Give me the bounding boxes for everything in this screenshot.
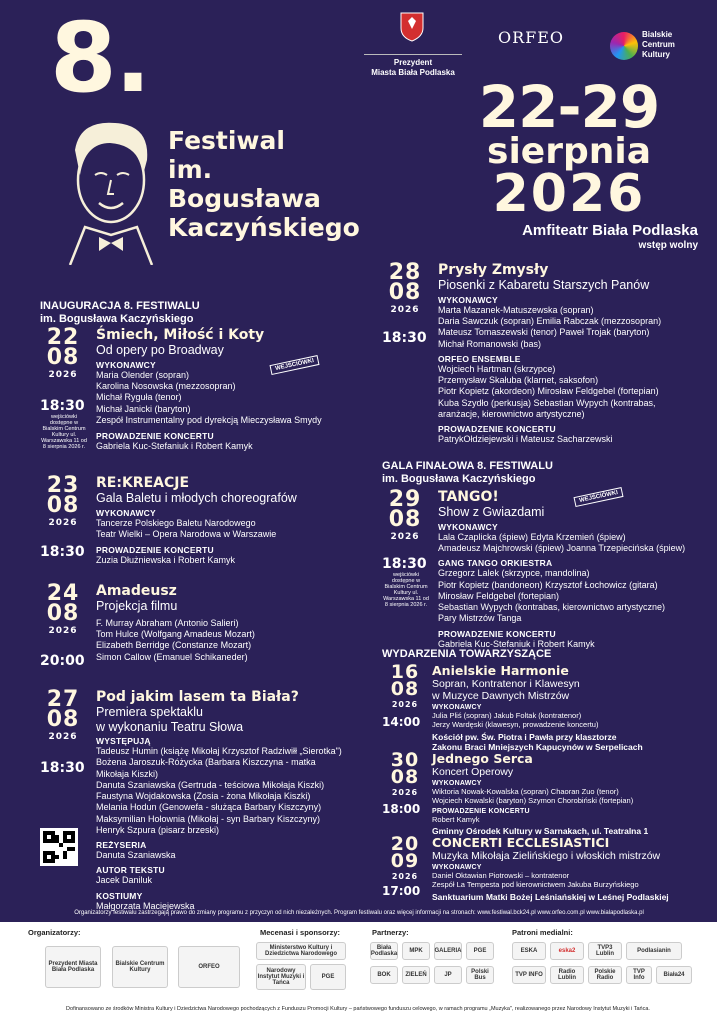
media-logo: eska2 xyxy=(550,942,584,960)
bck-logo xyxy=(610,28,700,68)
side-event-3-month: 09 xyxy=(390,850,420,873)
side-event-2-hosts: Robert Kamyk xyxy=(432,814,480,824)
side-event-1-subtitle1: Sopran, Kontratenor i Klawesyn xyxy=(432,677,580,690)
event-3-time: 20:00 xyxy=(40,653,85,669)
event-1-subtitle: Od opery po Broadway xyxy=(96,343,224,358)
event-1-date xyxy=(40,325,86,380)
partner-logo: PGE xyxy=(466,942,494,960)
media-logo: TVP Info xyxy=(626,966,652,984)
event-3-title: Amadeusz xyxy=(96,583,177,599)
event-6-year: 2026 xyxy=(390,531,420,542)
side-event-2-day: 30 xyxy=(390,749,420,771)
event-5-hosts: PatrykOłdziejewski i Mateusz Sacharzewski xyxy=(438,434,613,445)
event-6-title: TANGO! xyxy=(438,489,499,505)
side-event-1-month: 08 xyxy=(390,678,420,701)
media-logo: Radio Lublin xyxy=(550,966,584,984)
event-4-year: 2026 xyxy=(48,731,78,742)
festival-month: sierpnia xyxy=(487,131,651,172)
event-5-time: 18:30 xyxy=(382,330,427,346)
footer-organizers-label: Organizatorzy: xyxy=(28,928,81,937)
side-events-heading: WYDARZENIA TOWARZYSZĄCE xyxy=(382,648,552,660)
event-1-performer: Michał Ryguła (tenor) xyxy=(96,392,182,403)
patron-line1: Prezydent xyxy=(393,58,433,67)
side-event-2-info xyxy=(432,752,707,837)
side-event-1-info xyxy=(432,664,707,753)
event-1-year: 2026 xyxy=(48,369,78,380)
media-logo: ESKA xyxy=(512,942,546,960)
side-event-3-subtitle: Muzyka Mikołaja Zielińskiego i włoskich mistrzów xyxy=(432,849,661,862)
event-6-orchestra-member: Pary Mistrzów Tanga xyxy=(438,613,522,624)
event-5-month: 08 xyxy=(388,279,422,305)
event-2-label-hosts: PROWADZENIE KONCERTU xyxy=(96,545,214,556)
side-event-1-year: 2026 xyxy=(391,700,419,710)
festival-venue: Amfiteatr Biała Podlaska xyxy=(522,222,698,239)
sponsor-logo: Ministerstwo Kultury i Dziedzictwa Narodowego xyxy=(256,942,346,960)
side-event-1-place: Zakonu Braci Mniejszych Kapucynów w Serpelicach xyxy=(432,742,643,753)
side-event-2-performer: Wojciech Kowalski (baryton) Szymon Chorobiński (fortepian) xyxy=(432,796,634,806)
event-5-performer: Michał Romanowski (bas) xyxy=(438,338,542,349)
media-logo: TVP INFO xyxy=(512,966,546,984)
event-6-time: 18:30 xyxy=(382,556,427,572)
funding-note: Dofinansowano ze środków Ministra Kultury i Dziedzictwa Narodowego pochodzących z Funduszu Promocji Kultury – państwowego funduszu celowego, w ramach programu „Muzyka", realizowanego przez Narodowy Instytut Muzyki i Tańca. xyxy=(66,1006,650,1012)
event-4-subtitle1: Premiera spektaklu xyxy=(96,705,203,720)
partner-logo: JP xyxy=(434,966,462,984)
org-logo-bck: Bialskie Centrum Kultury xyxy=(112,946,168,988)
event-3-date xyxy=(40,581,86,636)
event-6-orchestra-member: Mirosław Feldgebel (fortepian) xyxy=(438,590,560,601)
event-6-label-performers: WYKONAWCY xyxy=(438,521,498,532)
event-2-year: 2026 xyxy=(48,517,78,528)
footer-sponsors-label: Mecenasi i sponsorzy: xyxy=(260,928,341,937)
event-1-performer: Michał Janicki (baryton) xyxy=(96,403,191,414)
event-4-cast-item: Melania Hodun (Genowefa - służąca Barbary Kiszczyny) xyxy=(96,802,322,813)
event-5-performer: Mateusz Tomaszewski (tenor) Paweł Trojak (baryton) xyxy=(438,327,650,338)
side-event-2-label-hosts: PROWADZENIE KONCERTU xyxy=(432,807,530,815)
patron-divider xyxy=(364,54,462,55)
side-event-2-date xyxy=(382,749,428,798)
side-event-3-year: 2026 xyxy=(391,872,419,882)
sponsor-logo: PGE xyxy=(310,964,346,990)
gala-heading-line2: im. Bogusława Kaczyńskiego xyxy=(382,473,536,485)
event-4-title: Pod jakim lasem ta Biała? xyxy=(96,689,299,705)
event-3-cast-item: Tom Hulce (Wolfgang Amadeus Mozart) xyxy=(96,629,255,640)
event-6-performer: Amadeusz Majchrowski (śpiew) Joanna Trzepiecińska (śpiew) xyxy=(438,543,686,554)
event-4-cast-item: Mikołaja Kiszki) xyxy=(96,768,159,779)
festival-title-line2: im. xyxy=(168,155,213,184)
event-3-info xyxy=(96,584,356,663)
event-5-day: 28 xyxy=(388,260,422,285)
event-1-performer: Maria Olender (sopran) xyxy=(96,369,190,380)
event-6-label-hosts: PROWADZENIE KONCERTU xyxy=(438,628,556,639)
side-event-3-performer: Zespół La Tempesta pod kierownictwem Jakuba Burzyńskiego xyxy=(432,880,639,890)
event-6-performer: Lala Czaplicka (śpiew) Edyta Krzemień (śpiew) xyxy=(438,531,626,542)
event-1-day: 22 xyxy=(46,325,80,350)
event-1-label-performers: WYKONAWCY xyxy=(96,359,156,370)
partner-logo: MPK xyxy=(402,942,430,960)
festival-title-line4: Kaczyńskiego xyxy=(168,213,360,242)
event-4-cast-item: Tadeusz Humin (książę Mikołaj Krzysztof Radziwiłł „Sierotka") xyxy=(96,746,342,757)
event-4-cast-item: Danuta Szaniawska (Gertruda - teściowa Mikołaja Kiszki) xyxy=(96,779,325,790)
event-1-month: 08 xyxy=(46,344,80,370)
event-4-label-costumes: KOSTIUMY xyxy=(96,890,143,901)
event-5-ensemble-member: Piotr Kopietz (akordeon) Mirosław Feldgebel (fortepian) xyxy=(438,386,659,397)
side-event-1-label-performers: WYKONAWCY xyxy=(432,703,482,711)
event-6-info xyxy=(438,490,710,650)
event-6-month: 08 xyxy=(388,506,422,532)
partner-logo: GALERIA xyxy=(434,942,462,960)
qr-code[interactable] xyxy=(40,828,78,866)
event-4-date xyxy=(40,687,86,742)
event-5-label-ensemble: ORFEO ENSEMBLE xyxy=(438,353,521,364)
side-event-3-title: CONCERTI ECCLESIASTICI xyxy=(432,835,610,850)
event-3-month: 08 xyxy=(46,600,80,626)
event-1-ticket-note: wejściówki dostępne w Bialskim Centrum Kultury ul. Warszawska 11 od 8 sierpnia 2026 r. xyxy=(41,414,87,451)
event-4-director: Danuta Szaniawska xyxy=(96,850,176,861)
event-6-hosts: Gabriela Kuc-Stefaniuk i Robert Kamyk xyxy=(438,638,595,649)
event-4-label-director: REŻYSERIA xyxy=(96,840,147,851)
orfeo-logo xyxy=(496,28,566,47)
partner-logo: Polski Bus xyxy=(466,966,494,984)
event-2-title: RE:KREACJE xyxy=(96,475,190,491)
event-5-ensemble-member: Wojciech Hartman (skrzypce) xyxy=(438,363,556,374)
festival-year: 2026 xyxy=(492,164,646,224)
media-logo: TVP3 Lublin xyxy=(588,942,622,960)
disclaimer: Organizatorzy festiwalu zastrzegają prawo do zmiany programu z przyczyn od nich niezależnych. Program festiwalu oraz więcej informacji na stronach: www.festiwal.bck24.pl www.orfeo.com.pl www.bialapodlaska.pl xyxy=(74,910,644,916)
event-5-label-hosts: PROWADZENIE KONCERTU xyxy=(438,424,556,435)
event-5-performer: Marta Mazanek-Matuszewska (sopran) xyxy=(438,304,594,315)
event-6-orchestra-member: Grzegorz Lalek (skrzypce, mandolina) xyxy=(438,568,590,579)
side-event-2-label-performers: WYKONAWCY xyxy=(432,779,482,787)
bck-spiral-icon xyxy=(610,32,638,60)
event-4-day: 27 xyxy=(46,687,80,712)
event-2-info xyxy=(96,476,356,567)
side-event-1-time: 14:00 xyxy=(382,715,421,729)
side-event-3-label-performers: WYKONAWCY xyxy=(432,863,482,871)
event-6-orchestra-member: Sebastian Wypych (kontrabas, kierownictwo artystyczne) xyxy=(438,602,666,613)
event-6-day: 29 xyxy=(388,487,422,512)
event-5-year: 2026 xyxy=(390,304,420,315)
side-event-3-date xyxy=(382,833,428,882)
org-logo-orfeo: ORFEO xyxy=(178,946,240,988)
edition-number: 8. xyxy=(50,2,150,114)
event-4-author: Jacek Daniluk xyxy=(96,875,153,886)
footer-partners-label: Partnerzy: xyxy=(372,928,409,937)
footer-media-label: Patroni medialni: xyxy=(512,928,573,937)
side-event-1-place: Kościół pw. Św. Piotra i Pawła przy klasztorze xyxy=(432,731,617,742)
event-6-label-orchestra: GANG TANGO ORKIESTRA xyxy=(438,558,553,569)
event-5-performer: Daria Sawczuk (sopran) Emilia Rabczak (mezzosopran) xyxy=(438,316,662,327)
side-event-3-time: 17:00 xyxy=(382,884,421,898)
media-logo: Biała24 xyxy=(656,966,692,984)
bck-logo-line3: Kultury xyxy=(642,50,670,59)
partner-logo: ZIELEŃ xyxy=(402,966,430,984)
sponsor-logo: Narodowy Instytut Muzyki i Tańca xyxy=(256,964,306,990)
event-4-month: 08 xyxy=(46,706,80,732)
side-event-1-subtitle2: w Muzyce Dawnych Mistrzów xyxy=(432,689,570,702)
event-1-performer: Zespół Instrumentalny pod dyrekcją Mieczysława Smydy xyxy=(96,414,322,425)
event-1-title: Śmiech, Miłość i Koty xyxy=(96,327,265,343)
event-1-ticket-badge: WEJŚCIÓWKI xyxy=(269,355,319,375)
event-1-label-hosts: PROWADZENIE KONCERTU xyxy=(96,431,214,442)
orfeo-logo-text: ORFEO xyxy=(497,28,565,47)
event-6-subtitle: Show z Gwiazdami xyxy=(438,505,545,520)
event-5-subtitle: Piosenki z Kabaretu Starszych Panów xyxy=(438,278,650,293)
event-2-month: 08 xyxy=(46,492,80,518)
side-event-1-day: 16 xyxy=(390,661,420,683)
side-event-3-info xyxy=(432,836,707,902)
event-6-orchestra-member: Piotr Kopietz (bandoneon) Krzysztof Łochowicz (gitara) xyxy=(438,579,658,590)
bck-logo-line1: Bialskie xyxy=(642,30,673,39)
side-event-2-place: Gminny Ośrodek Kultury w Sarnakach, ul. Teatralna 1 xyxy=(432,825,649,836)
inauguration-heading-line1: INAUGURACJA 8. FESTIWALU xyxy=(40,300,200,312)
city-crest-icon xyxy=(400,12,424,42)
event-1-time: 18:30 xyxy=(40,398,85,414)
side-event-2-title: Jednego Serca xyxy=(432,751,533,766)
side-event-1-date xyxy=(382,661,428,710)
event-2-subtitle: Gala Baletu i młodych choreografów xyxy=(96,491,297,506)
event-4-time: 18:30 xyxy=(40,760,85,776)
event-4-cast-item: Maksymilian Hołownia (Mikołaj - syn Barbary Kiszczyny) xyxy=(96,813,321,824)
event-4-subtitle2: w wykonaniu Teatru Słowa xyxy=(96,719,244,734)
event-1-info xyxy=(96,328,346,452)
event-3-cast-item: F. Murray Abraham (Antonio Salieri) xyxy=(96,617,239,628)
event-3-day: 24 xyxy=(46,581,80,606)
side-event-3-place: Sanktuarium Matki Bożej Leśniańskiej w Leśnej Podlaskiej xyxy=(432,891,669,902)
event-5-info xyxy=(438,263,708,445)
event-3-year: 2026 xyxy=(48,625,78,636)
event-1-hosts: Gabriela Kuc-Stefaniuk i Robert Kamyk xyxy=(96,441,253,452)
event-6-ticket-note: wejściówki dostępne w Bialskim Centrum Kultury ul. Warszawska 11 od 8 sierpnia 2026 r. xyxy=(383,572,429,609)
event-5-date xyxy=(382,260,428,315)
event-2-performer: Teatr Wielki – Opera Narodowa w Warszawie xyxy=(96,529,277,540)
partner-logo: BOK xyxy=(370,966,398,984)
side-event-3-day: 20 xyxy=(390,833,420,855)
event-3-cast-item: Simon Callow (Emanuel Schikaneder) xyxy=(96,651,248,662)
festival-title-line1: Festiwal xyxy=(168,126,285,155)
event-4-cast-item: Bożena Jaroszuk-Różycka (Barbara Kiszczyna - matka xyxy=(96,757,316,768)
side-event-2-time: 18:00 xyxy=(382,802,421,816)
festival-dates: 22-29 xyxy=(478,73,660,141)
festival-title-line3: Bogusława xyxy=(168,184,321,213)
event-6-date xyxy=(382,487,428,542)
event-6-ticket-badge: WEJŚCIÓWKI xyxy=(573,487,623,507)
event-4-costumes: Małgorzata Maciejewska xyxy=(96,900,195,911)
event-4-cast-item: Faustyna Wojdakowska (Zosia - żona Mikołaja Kiszki) xyxy=(96,791,311,802)
event-4-cast-item: Henryk Szpura (pisarz brzeski) xyxy=(96,824,220,835)
event-5-label-performers: WYKONAWCY xyxy=(438,294,498,305)
org-logo-president: Prezydent Miasta Biała Podlaska xyxy=(45,946,101,988)
patron-line2: Miasta Biała Podlaska xyxy=(371,68,455,77)
side-event-1-performer: Julia Pliś (sopran) Jakub Foltak (kontratenor) xyxy=(432,710,582,720)
event-2-performer: Tancerze Polskiego Baletu Narodowego xyxy=(96,517,256,528)
event-4-label-author: AUTOR TEKSTU xyxy=(96,865,165,876)
side-event-2-subtitle: Koncert Operowy xyxy=(432,765,514,778)
footer xyxy=(0,922,717,1024)
media-logo: Podlasianin xyxy=(626,942,682,960)
event-5-title: Prysły Zmysły xyxy=(438,262,549,278)
side-event-3-performer: Daniel Oktawian Piotrowski – kontratenor xyxy=(432,870,570,880)
event-2-label-performers: WYKONAWCY xyxy=(96,507,156,518)
event-5-ensemble-member: Kuba Szydło (perkusja) Sebastian Wypych (kontrabas, xyxy=(438,397,656,408)
event-1-performer: Karolina Nosowska (mezzosopran) xyxy=(96,381,236,392)
partner-logo: Biała Podlaska xyxy=(370,942,398,960)
event-3-subtitle: Projekcja filmu xyxy=(96,599,178,614)
side-event-1-title: Anielskie Harmonie xyxy=(432,663,569,678)
festival-entry: wstęp wolny xyxy=(638,240,698,251)
event-2-date xyxy=(40,473,86,528)
portrait-illustration xyxy=(55,115,165,265)
event-3-cast-item: Elizabeth Berridge (Constanze Mozart) xyxy=(96,640,252,651)
event-2-time: 18:30 xyxy=(40,544,85,560)
event-2-day: 23 xyxy=(46,473,80,498)
gala-heading-line1: GALA FINAŁOWA 8. FESTIWALU xyxy=(382,460,553,472)
event-5-ensemble-member: Przemysław Skałuba (klarnet, saksofon) xyxy=(438,375,599,386)
side-event-2-performer: Wiktoria Nowak-Kowalska (sopran) Chaoran Zuo (tenor) xyxy=(432,786,619,796)
side-event-1-performer: Jerzy Wardęski (klawesyn, prowadzenie koncertu) xyxy=(432,720,599,730)
event-2-hosts: Zuzia Dłużniewska i Robert Kamyk xyxy=(96,555,236,566)
event-4-label-cast: WYSTĘPUJĄ xyxy=(96,736,151,747)
side-event-2-month: 08 xyxy=(390,766,420,789)
event-5-ensemble-member: aranżacje, kierownictwo artystyczne) xyxy=(438,408,585,419)
side-event-2-year: 2026 xyxy=(391,788,419,798)
bck-logo-line2: Centrum xyxy=(642,40,675,49)
event-4-info xyxy=(96,690,356,912)
media-logo: Polskie Radio xyxy=(588,966,622,984)
inauguration-heading-line2: im. Bogusława Kaczyńskiego xyxy=(40,313,194,325)
